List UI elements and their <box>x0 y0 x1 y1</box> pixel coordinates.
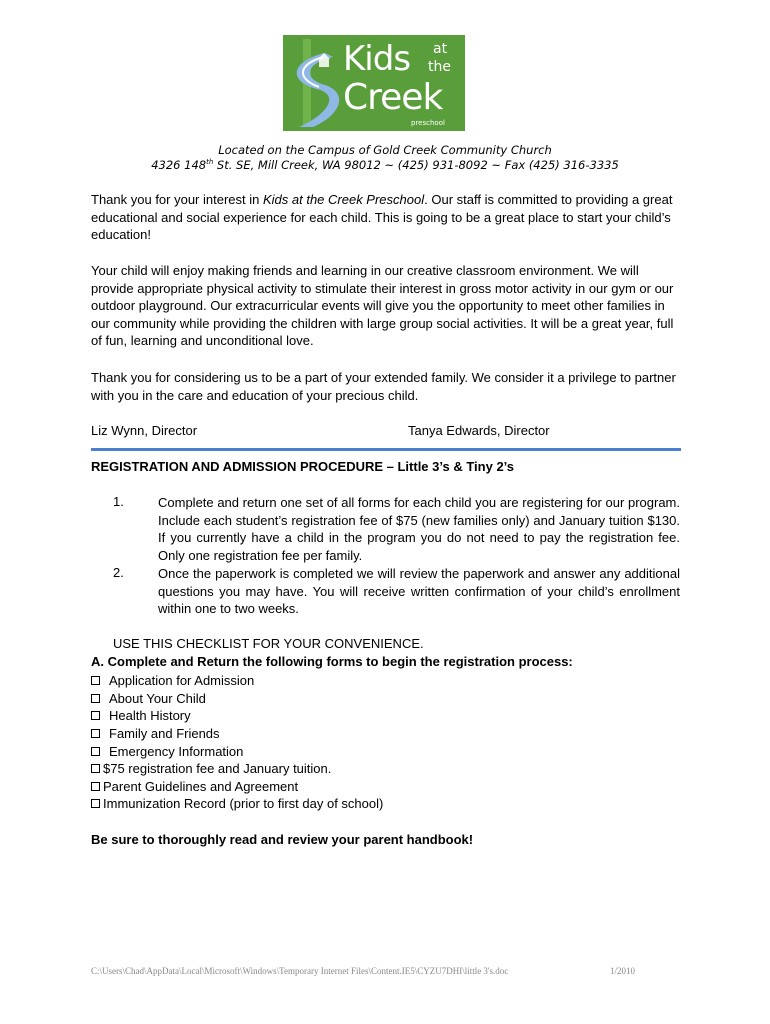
logo-word-at: at <box>433 41 448 57</box>
handbook-reminder: Be sure to thoroughly read and review your parent handbook! <box>91 832 474 847</box>
intro-paragraph-3: Thank you for considering us to be a part of your extended family. We consider it a privilege to partner with you in the care and education of your precious child. <box>91 370 676 403</box>
checklist-item[interactable]: Health History <box>91 707 383 725</box>
checklist-item[interactable]: Application for Admission <box>91 672 383 690</box>
procedure-heading: REGISTRATION AND ADMISSION PROCEDURE – Little 3’s & Tiny 2’s <box>91 459 515 474</box>
checklist-section-a: A. Complete and Return the following forms to begin the registration process: <box>91 654 573 669</box>
checklist-item[interactable]: Immunization Record (prior to first day of school) <box>91 795 383 813</box>
checklist-item[interactable]: Parent Guidelines and Agreement <box>91 778 383 796</box>
checkbox-icon[interactable] <box>91 676 100 685</box>
step-text: Complete and return one set of all forms for each child you are registering for our program. Include each student’s registration fee of $75 (new families only) and January tuition $130. If you currently have a child in the program you do not need to pay the registration fee. Only one registration fee per family. <box>158 495 680 563</box>
checkbox-icon[interactable] <box>91 711 100 720</box>
checklist-item[interactable]: About Your Child <box>91 690 383 708</box>
section-divider <box>91 448 681 451</box>
checkbox-icon[interactable] <box>91 764 100 773</box>
step-number: 1. <box>113 494 124 509</box>
signature-right: Tanya Edwards, Director <box>408 423 550 438</box>
logo-word-preschool: preschool <box>411 119 445 127</box>
step-number: 2. <box>113 565 124 580</box>
kids-at-the-creek-logo <box>283 35 465 131</box>
logo-word-creek: Creek <box>343 77 443 118</box>
checkbox-icon[interactable] <box>91 799 100 808</box>
checkbox-icon[interactable] <box>91 729 100 738</box>
step-text: Once the paperwork is completed we will review the paperwork and answer any additional questions you may have. You will receive written confirmation of your child’s enrollment within one to two weeks. <box>158 566 680 616</box>
checkbox-icon[interactable] <box>91 747 100 756</box>
footer-date: 1/2010 <box>610 966 636 976</box>
intro-paragraph-2: Your child will enjoy making friends and learning in our creative classroom environment. We will provide appropriate physical activity to stimulate their interest in gross motor activity in our gym or our outdoor playground. Our extracurricular events will give you the opportunity to meet other families in our community while providing the children with large group social activities. It will be a great year, full of fun, learning and unconditional love. <box>91 263 674 348</box>
checklist-item[interactable]: $75 registration fee and January tuition. <box>91 760 383 778</box>
footer-file-path: C:\Users\Chad\AppData\Local\Microsoft\Windows\Temporary Internet Files\Content.IE5\CYZU7DHI\little 3's.doc <box>91 966 509 976</box>
logo-word-kids: Kids <box>343 39 411 79</box>
checklist <box>91 672 383 813</box>
checklist-item[interactable]: Family and Friends <box>91 725 383 743</box>
address-line-campus: Located on the Campus of Gold Creek Community Church <box>218 143 552 157</box>
checkbox-icon[interactable] <box>91 694 100 703</box>
intro-paragraph-1: Thank you for your interest in Kids at the Creek Preschool. Our staff is committed to providing a great educational and social experience for each child. This is going to be a great place to start your child’s education! <box>91 192 673 242</box>
checklist-title: USE THIS CHECKLIST FOR YOUR CONVENIENCE. <box>113 636 424 651</box>
checklist-item[interactable]: Emergency Information <box>91 742 383 760</box>
signature-left: Liz Wynn, Director <box>91 423 198 438</box>
address-line-contact: 4326 148th St. SE, Mill Creek, WA 98012 ~ (425) 931-8092 ~ Fax (425) 316-3335 <box>151 158 619 172</box>
logo-word-the: the <box>428 59 451 75</box>
checkbox-icon[interactable] <box>91 782 100 791</box>
